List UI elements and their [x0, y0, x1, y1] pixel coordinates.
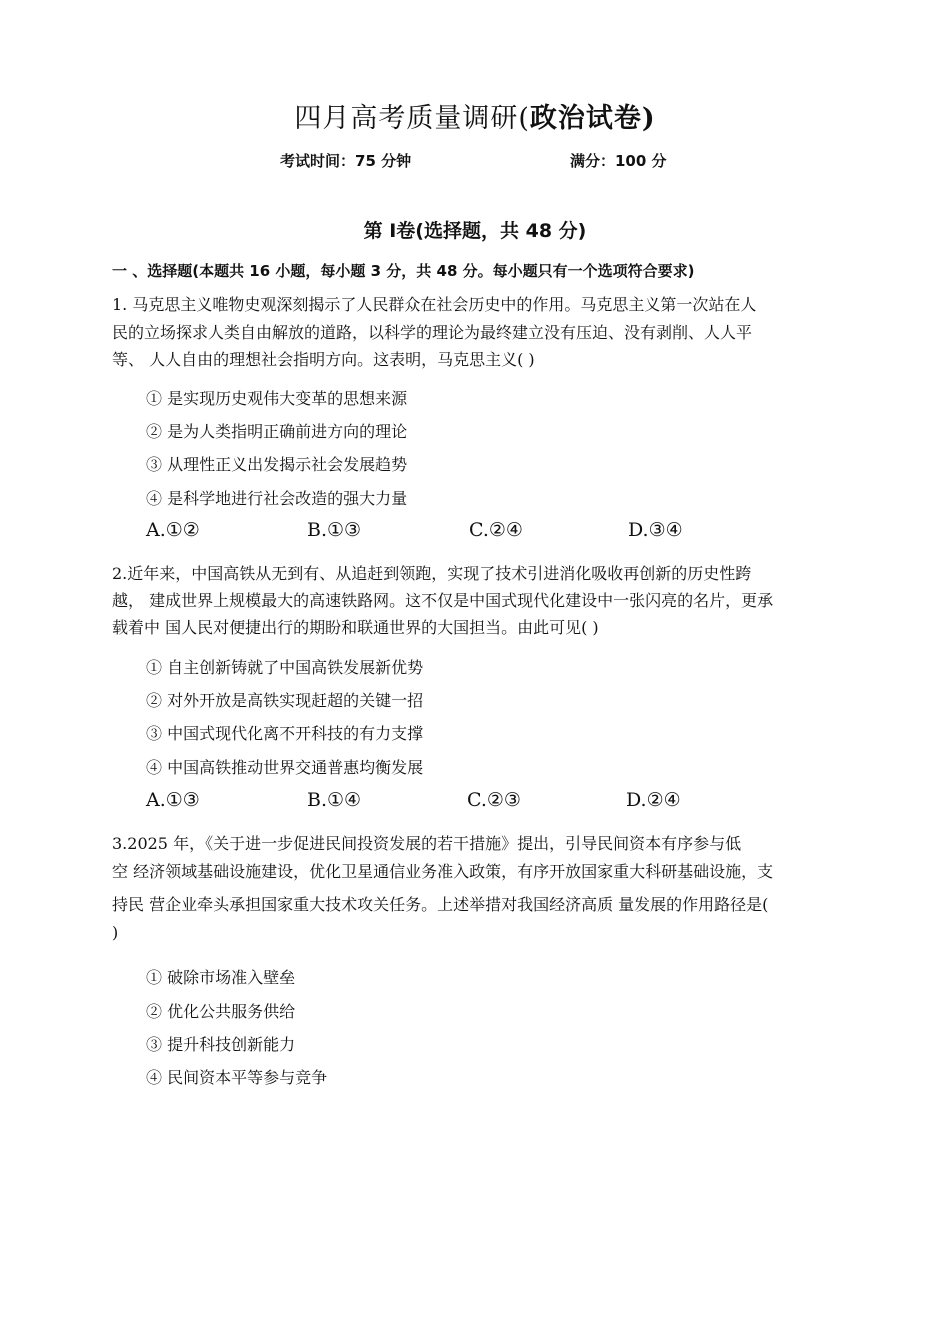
exam-score: 满分：100 分: [570, 152, 667, 170]
question-2-line-2: 越， 建成世界上规模最大的高速铁路网。这不仅是中国式现代化建设中一张闪亮的名片，更承: [112, 591, 774, 610]
question-2-choice-a: A.①③: [146, 789, 200, 811]
exam-title-regular: 四月高考质量调研(: [294, 103, 530, 134]
question-2-option-4: ④ 中国高铁推动世界交通普惠均衡发展: [146, 758, 424, 777]
question-2-choice-d: D.②④: [626, 789, 681, 811]
question-1-choice-a: A.①②: [146, 519, 200, 541]
exam-time: 考试时间：75 分钟: [280, 152, 412, 170]
section-instruction: 一 、选择题(本题共 16 小题，每小题 3 分，共 48 分。每小题只有一个选项符合要求): [112, 262, 695, 280]
section-title: 第 Ⅰ卷(选择题，共 48 分): [363, 220, 587, 242]
question-3-line-1: 3.2025 年，《关于进一步促进民间投资发展的若干措施》提出，引导民间资本有序参与低: [112, 834, 742, 853]
question-2-option-2: ② 对外开放是高铁实现赶超的关键一招: [146, 691, 424, 710]
question-2-option-3: ③ 中国式现代化离不开科技的有力支撑: [146, 724, 424, 743]
question-2-choice-b: B.①④: [307, 789, 362, 811]
question-1-line-1: 1. 马克思主义唯物史观深刻揭示了人民群众在社会历史中的作用。马克思主义第一次站在人: [112, 295, 757, 314]
question-2-line-3: 载着中 国人民对便捷出行的期盼和联通世界的大国担当。由此可见( ): [112, 618, 599, 637]
question-1-choice-b: B.①③: [307, 519, 362, 541]
question-3-option-2: ② 优化公共服务供给: [146, 1002, 296, 1021]
question-3-line-3: 持民 营企业牵头承担国家重大技术攻关任务。上述举措对我国经济高质 量发展的作用路径是(: [112, 895, 769, 914]
question-3-option-4: ④ 民间资本平等参与竞争: [146, 1068, 328, 1087]
question-1-option-3: ③ 从理性正义出发揭示社会发展趋势: [146, 455, 408, 474]
question-3-option-3: ③ 提升科技创新能力: [146, 1035, 296, 1054]
question-1-option-2: ② 是为人类指明正确前进方向的理论: [146, 422, 408, 441]
question-1-choice-d: D.③④: [628, 519, 683, 541]
question-2-choice-c: C.②③: [467, 789, 521, 811]
question-1-option-1: ① 是实现历史观伟大变革的思想来源: [146, 389, 408, 408]
question-1-line-3: 等、 人人自由的理想社会指明方向。这表明，马克思主义( ): [112, 350, 535, 369]
question-3-line-4: ): [112, 923, 119, 942]
question-3-line-2: 空 经济领域基础设施建设，优化卫星通信业务准入政策，有序开放国家重大科研基础设施，支: [112, 862, 774, 881]
question-1-line-2: 民的立场探求人类自由解放的道路，以科学的理论为最终建立没有压迫、没有剥削、人人平: [112, 323, 753, 342]
exam-title: [0, 96, 950, 135]
question-3-option-1: ① 破除市场准入壁垒: [146, 968, 296, 987]
question-1-option-4: ④ 是科学地进行社会改造的强大力量: [146, 489, 408, 508]
exam-title-bold: 政治试卷): [529, 103, 656, 134]
question-2-option-1: ① 自主创新铸就了中国高铁发展新优势: [146, 658, 424, 677]
question-2-line-1: 2.近年来，中国高铁从无到有、从追赶到领跑，实现了技术引进消化吸收再创新的历史性跨: [112, 564, 752, 583]
question-1-choice-c: C.②④: [469, 519, 523, 541]
